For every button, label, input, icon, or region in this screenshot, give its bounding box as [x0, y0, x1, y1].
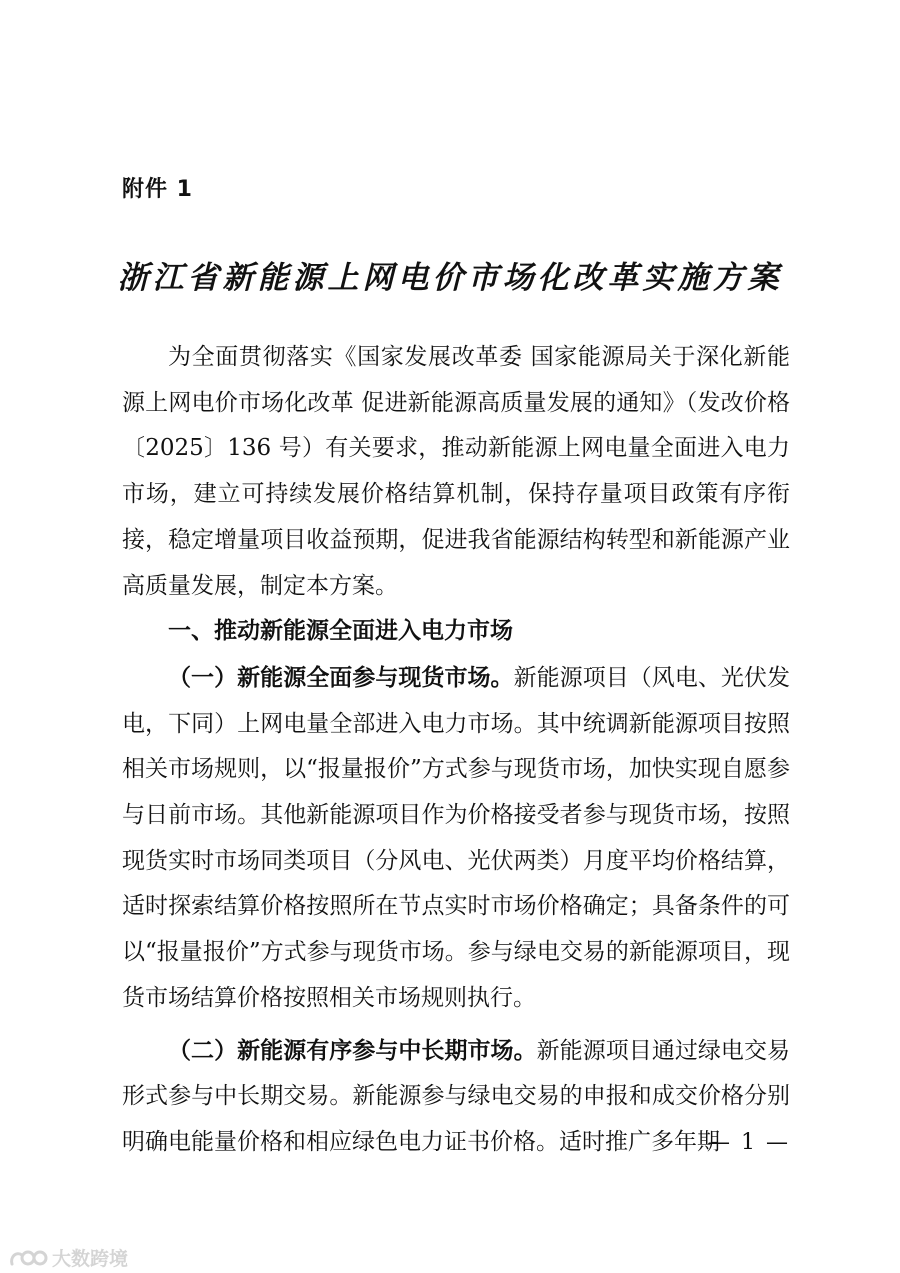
watermark-text: 大数跨境: [52, 1248, 129, 1270]
section-heading: 一、推动新能源全面进入电力市场: [168, 618, 513, 645]
document-title: 浙江省新能源上网电价市场化改革实施方案: [117, 260, 783, 296]
page-number: — 1 —: [708, 1130, 790, 1155]
brand-logo-icon: [8, 1247, 48, 1269]
paragraph-item-1: [122, 655, 790, 1022]
item-heading: （二）新能源有序参与中长期市场。: [168, 1036, 537, 1064]
item-heading: （一）新能源全面参与现货市场。: [168, 663, 514, 691]
intro-paragraph: 为全面贯彻落实《国家发展改革委 国家能源局关于深化新能源上网电价市场化改革 促进新能源高质量发展的通知》（发改价格〔2025〕136 号）有关要求，推动新能源上网电量全面进入电力市场，建立可持续发展价格结算机制，保持存量项目政策有序衔接，稳定增量项目收益预期，促进我省能源结构转型和新能源产业高质量发展，制定本方案。: [122, 344, 790, 599]
item-body: 新能源项目（风电、光伏发电，下同）上网电量全部进入电力市场。其中统调新能源项目按照相关市场规则，以“报量报价”方式参与现货市场，加快实现自愿参与日前市场。其他新能源项目作为价格接受者参与现货市场，按照现货实时市场同类项目（分风电、光伏两类）月度平均价格结算，适时探索结算价格按照所在节点实时市场价格确定；具备条件的可以“报量报价”方式参与现货市场。参与绿电交易的新能源项目，现货市场结算价格按照相关市场规则执行。: [122, 664, 791, 1011]
document-body: [122, 335, 790, 1166]
item-body: 新能源项目通过绿电交易形式参与中长期交易。新能源参与绿电交易的申报和成交价格分别明确电能量价格和相应绿色电力证书价格。适时推广多年期: [122, 1037, 791, 1155]
attachment-label: 附件 1: [122, 177, 193, 202]
watermark: [8, 1244, 128, 1271]
